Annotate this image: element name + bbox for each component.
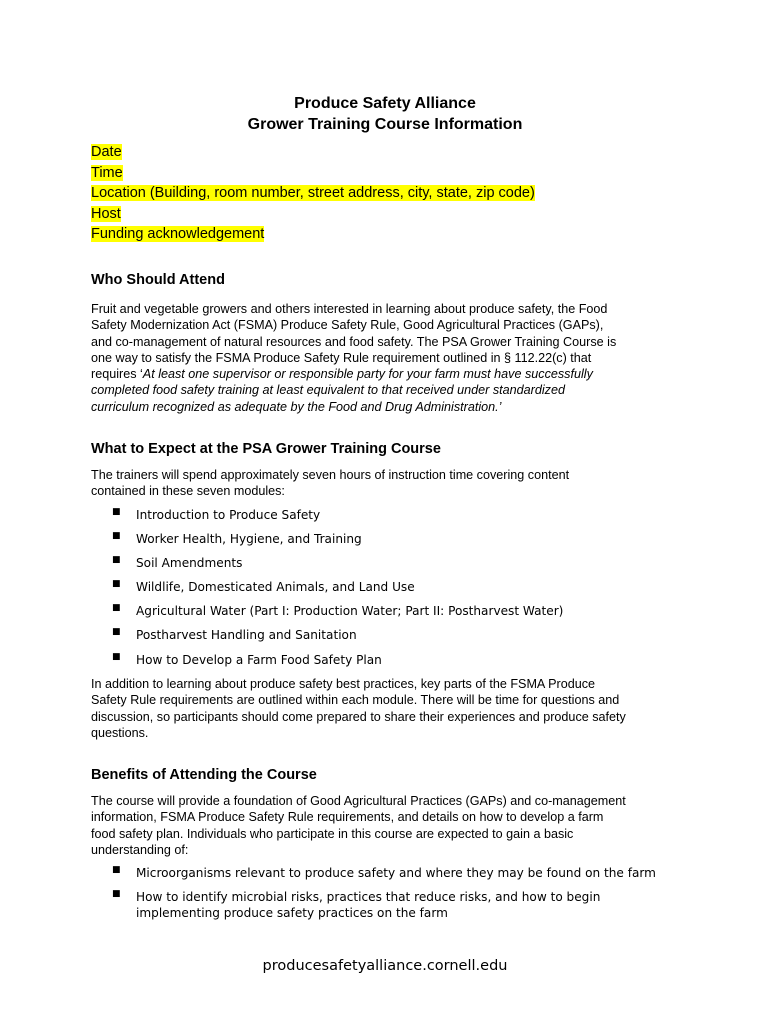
paragraph-line: Safety Rule requirements are outlined within each module. There will be time for questions and [91,693,620,708]
list-item [91,531,691,555]
benefit-text: Microorganisms relevant to produce safety and where they may be found on the farm [136,866,656,880]
benefit-text: implementing produce safety practices on the farm [136,906,448,921]
paragraph-line: Fruit and vegetable growers and others interested in learning about produce safety, the Food [91,302,608,316]
event-details-placeholders [91,142,535,245]
paragraph-line: questions. [91,725,149,740]
bullet-icon: ■ [112,579,121,590]
benefits-list [91,865,691,922]
paragraph-line: food safety plan. Individuals who participate in this course are expected to gain a basic [91,826,574,841]
list-item [91,507,691,531]
bullet-icon: ■ [112,651,121,662]
bullet-icon: ■ [112,889,121,899]
module-name: How to Develop a Farm Food Safety Plan [136,652,382,667]
list-item [91,627,691,651]
module-name: Worker Health, Hygiene, and Training [136,532,362,547]
module-name: Wildlife, Domesticated Animals, and Land Use [136,580,415,595]
who-should-attend-heading: Who Should Attend [91,272,225,288]
benefits-intro [91,793,691,858]
paragraph-line: The trainers will spend approximately seven hours of instruction time covering content [91,468,570,482]
paragraph-line: one way to satisfy the FSMA Produce Safety Rule requirement outlined in § 112.22(c) that [91,350,592,365]
bullet-icon: ■ [112,603,121,614]
module-name: Soil Amendments [136,556,243,571]
what-to-expect-intro [91,467,691,500]
time-placeholder: Time [91,164,123,181]
module-name: Introduction to Produce Safety [136,508,321,522]
paragraph-line: understanding of: [91,842,189,857]
list-item [91,865,691,889]
bullet-icon: ■ [112,865,121,875]
paragraph-line: and co-management of natural resources and food safety. The PSA Grower Training Course is [91,334,617,349]
what-to-expect-heading: What to Expect at the PSA Grower Training Course [91,441,441,457]
modules-list [91,507,691,676]
paragraph-line: The course will provide a foundation of Good Agricultural Practices (GAPs) and co-management [91,794,626,808]
benefit-text: How to identify microbial risks, practices that reduce risks, and how to begin [136,890,601,904]
paragraph-line: Safety Modernization Act (FSMA) Produce Safety Rule, Good Agricultural Practices (GAPs), [91,318,604,333]
list-item [91,889,691,922]
module-name: Postharvest Handling and Sanitation [136,628,357,643]
paragraph-line: In addition to learning about produce safety best practices, key parts of the FSMA Produce [91,677,596,691]
bullet-icon: ■ [112,555,121,566]
date-placeholder: Date [91,144,122,160]
document-title: Produce Safety Alliance [294,95,476,112]
funding-placeholder: Funding acknowledgement [91,226,265,242]
list-item [91,603,691,627]
paragraph-line: information, FSMA Produce Safety Rule requirements, and details on how to develop a farm [91,810,604,825]
quote-prefix: requires ‘ [91,367,143,382]
location-placeholder: Location (Building, room number, street address, city, state, zip code) [91,185,535,201]
bullet-icon: ■ [112,507,121,517]
what-to-expect-outro [91,676,691,741]
bullet-icon: ■ [112,627,121,638]
module-name: Agricultural Water (Part I: Production Water; Part II: Postharvest Water) [136,604,564,619]
document-subtitle: Grower Training Course Information [247,116,523,133]
footer-url: producesafetyalliance.cornell.edu [262,958,508,974]
regulation-quote: At least one supervisor or responsible party for your farm must have successfully [142,367,593,382]
benefits-heading: Benefits of Attending the Course [91,767,317,783]
regulation-quote-line: curriculum recognized as adequate by the Food and Drug Administration.’ [91,399,502,414]
host-placeholder: Host [91,205,121,222]
list-item [91,652,691,676]
list-item [91,555,691,579]
who-should-attend-paragraph [91,301,691,415]
regulation-quote-line: completed food safety training at least equivalent to that received under standardized [91,383,565,398]
paragraph-line [91,366,691,382]
bullet-icon: ■ [112,531,121,542]
paragraph-line: discussion, so participants should come prepared to share their experiences and produce safety [91,709,626,724]
list-item [91,579,691,603]
paragraph-line: contained in these seven modules: [91,484,285,499]
